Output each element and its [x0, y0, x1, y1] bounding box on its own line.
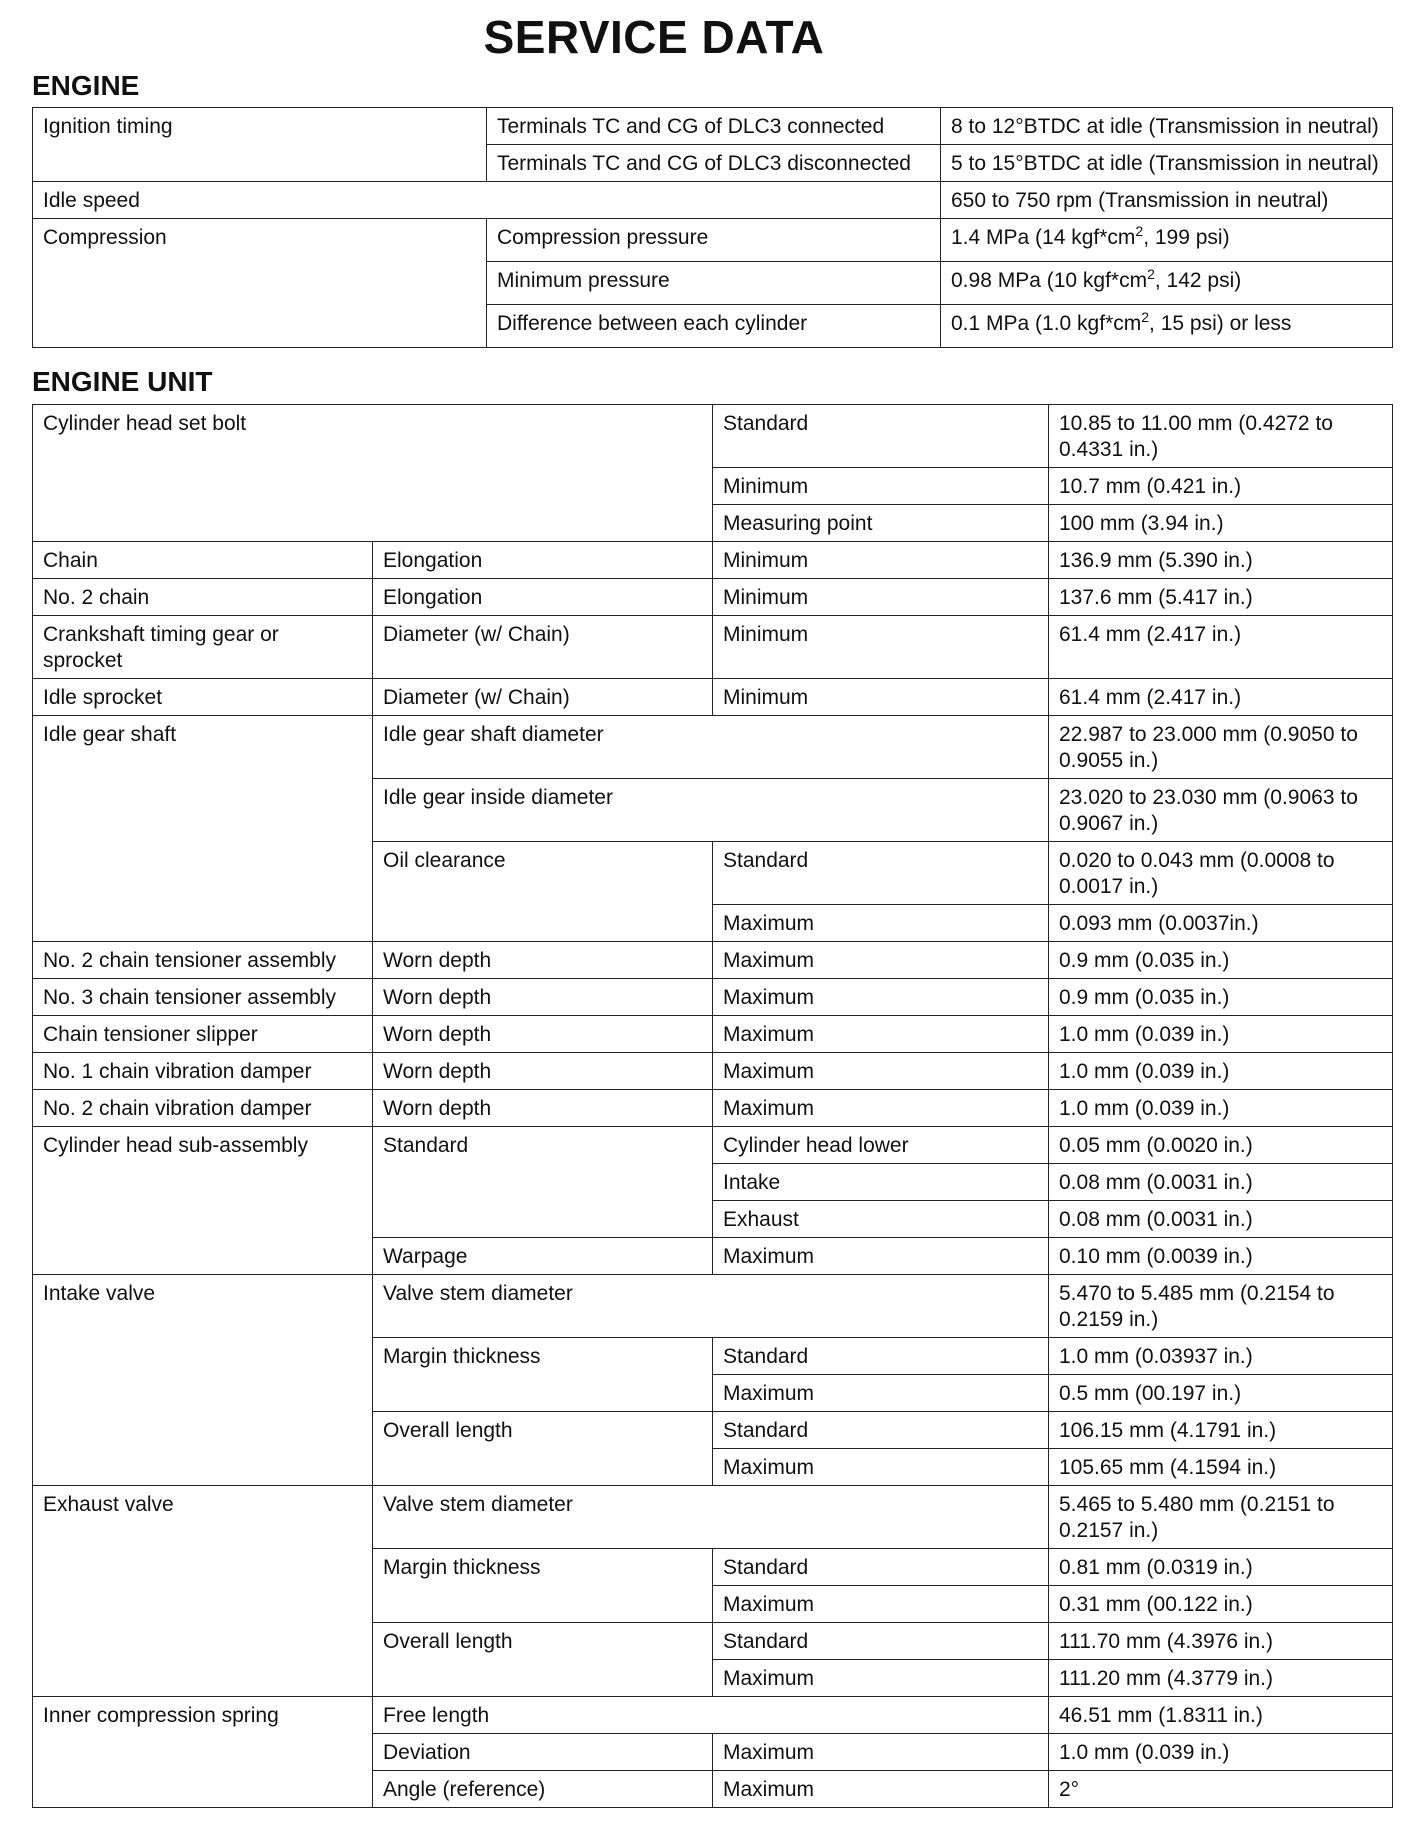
- row-label: Crankshaft timing gear or sprocket: [33, 616, 373, 679]
- row-label: Intake valve: [33, 1275, 373, 1486]
- value-cell: 1.0 mm (0.039 in.): [1049, 1090, 1393, 1127]
- value-cell: 5.465 to 5.480 mm (0.2151 to 0.2157 in.): [1049, 1486, 1393, 1549]
- row-label: Idle speed: [33, 182, 941, 219]
- value-cell: 105.65 mm (4.1594 in.): [1049, 1449, 1393, 1486]
- superscript: 2: [1141, 309, 1150, 325]
- row-label: No. 1 chain vibration damper: [33, 1053, 373, 1090]
- row-label: Chain: [33, 542, 373, 579]
- row-label: No. 2 chain: [33, 579, 373, 616]
- item-cell: Angle (reference): [373, 1771, 713, 1808]
- value-cell: 137.6 mm (5.417 in.): [1049, 579, 1393, 616]
- value-cell: 106.15 mm (4.1791 in.): [1049, 1412, 1393, 1449]
- condition-cell: Maximum: [713, 1053, 1049, 1090]
- value-cell: 100 mm (3.94 in.): [1049, 505, 1393, 542]
- item-cell: Elongation: [373, 579, 713, 616]
- table-row: [33, 579, 1393, 616]
- table-row: [33, 679, 1393, 716]
- item-cell: Worn depth: [373, 1016, 713, 1053]
- table-row: [33, 1053, 1393, 1090]
- condition-cell: Intake: [713, 1164, 1049, 1201]
- value-cell: 136.9 mm (5.390 in.): [1049, 542, 1393, 579]
- row-label: Chain tensioner slipper: [33, 1016, 373, 1053]
- condition-cell: Maximum: [713, 1016, 1049, 1053]
- value-cell: 8 to 12°BTDC at idle (Transmission in neutral): [941, 108, 1393, 145]
- value-cell: 650 to 750 rpm (Transmission in neutral): [941, 182, 1393, 219]
- value-cell: 22.987 to 23.000 mm (0.9050 to 0.9055 in.): [1049, 716, 1393, 779]
- value-cell: 61.4 mm (2.417 in.): [1049, 616, 1393, 679]
- item-cell: Diameter (w/ Chain): [373, 679, 713, 716]
- value-cell: 23.020 to 23.030 mm (0.9063 to 0.9067 in.): [1049, 779, 1393, 842]
- table-row: [33, 219, 1393, 262]
- table-row: [33, 1090, 1393, 1127]
- value-cell: 0.093 mm (0.0037in.): [1049, 905, 1393, 942]
- condition-cell: Maximum: [713, 1090, 1049, 1127]
- condition-cell: Standard: [713, 842, 1049, 905]
- value-cell: 1.0 mm (0.03937 in.): [1049, 1338, 1393, 1375]
- value-cell: [941, 219, 1393, 262]
- condition-cell: Minimum: [713, 542, 1049, 579]
- value-cell: [941, 305, 1393, 348]
- item-cell: Worn depth: [373, 979, 713, 1016]
- item-cell: Margin thickness: [373, 1338, 713, 1412]
- value-cell: 61.4 mm (2.417 in.): [1049, 679, 1393, 716]
- condition-cell: Minimum: [713, 468, 1049, 505]
- value-cell: 1.0 mm (0.039 in.): [1049, 1734, 1393, 1771]
- item-cell: Diameter (w/ Chain): [373, 616, 713, 679]
- row-label: Cylinder head sub-assembly: [33, 1127, 373, 1275]
- condition-cell: Maximum: [713, 979, 1049, 1016]
- condition-cell: Terminals TC and CG of DLC3 disconnected: [487, 145, 941, 182]
- table-row: [33, 616, 1393, 679]
- table-row: [33, 405, 1393, 468]
- page-title: SERVICE DATA: [483, 11, 825, 63]
- value-cell: 1.0 mm (0.039 in.): [1049, 1016, 1393, 1053]
- value-text: 0.1 MPa (1.0 kgf*cm: [951, 312, 1142, 335]
- value-cell: 46.51 mm (1.8311 in.): [1049, 1697, 1393, 1734]
- condition-cell: Maximum: [713, 1449, 1049, 1486]
- value-cell: 10.85 to 11.00 mm (0.4272 to 0.4331 in.): [1049, 405, 1393, 468]
- row-label: Idle gear shaft: [33, 716, 373, 942]
- value-cell: 0.9 mm (0.035 in.): [1049, 942, 1393, 979]
- table-row: [33, 716, 1393, 779]
- item-cell: Warpage: [373, 1238, 713, 1275]
- condition-cell: Maximum: [713, 942, 1049, 979]
- item-cell: Free length: [373, 1697, 1049, 1734]
- table-row: [33, 1697, 1393, 1734]
- condition-cell: Minimum: [713, 679, 1049, 716]
- value-text: 1.4 MPa (14 kgf*cm: [951, 226, 1136, 249]
- value-cell: 0.020 to 0.043 mm (0.0008 to 0.0017 in.): [1049, 842, 1393, 905]
- condition-cell: Minimum pressure: [487, 262, 941, 305]
- condition-cell: Standard: [713, 405, 1049, 468]
- row-label: No. 2 chain vibration damper: [33, 1090, 373, 1127]
- condition-cell: Terminals TC and CG of DLC3 connected: [487, 108, 941, 145]
- condition-cell: Minimum: [713, 579, 1049, 616]
- value-cell: 1.0 mm (0.039 in.): [1049, 1053, 1393, 1090]
- item-cell: Elongation: [373, 542, 713, 579]
- item-cell: Overall length: [373, 1623, 713, 1697]
- value-cell: [941, 262, 1393, 305]
- condition-cell: Exhaust: [713, 1201, 1049, 1238]
- table-row: [33, 108, 1393, 145]
- table-row: [33, 1486, 1393, 1549]
- table-row: [33, 182, 1393, 219]
- item-cell: Deviation: [373, 1734, 713, 1771]
- item-cell: Idle gear shaft diameter: [373, 716, 1049, 779]
- condition-cell: Cylinder head lower: [713, 1127, 1049, 1164]
- value-cell: 111.70 mm (4.3976 in.): [1049, 1623, 1393, 1660]
- value-cell: 0.08 mm (0.0031 in.): [1049, 1164, 1393, 1201]
- item-cell: Overall length: [373, 1412, 713, 1486]
- row-label: Compression: [33, 219, 487, 348]
- condition-cell: Maximum: [713, 1375, 1049, 1412]
- table-row: [33, 1127, 1393, 1164]
- value-text: , 15 psi) or less: [1149, 312, 1292, 335]
- item-cell: Idle gear inside diameter: [373, 779, 1049, 842]
- condition-cell: Standard: [713, 1338, 1049, 1375]
- value-cell: 111.20 mm (4.3779 in.): [1049, 1660, 1393, 1697]
- row-label: Inner compression spring: [33, 1697, 373, 1808]
- item-cell: Oil clearance: [373, 842, 713, 942]
- value-cell: 0.5 mm (00.197 in.): [1049, 1375, 1393, 1412]
- value-cell: 2°: [1049, 1771, 1393, 1808]
- row-label: No. 3 chain tensioner assembly: [33, 979, 373, 1016]
- item-cell: Standard: [373, 1127, 713, 1238]
- table-row: [33, 942, 1393, 979]
- condition-cell: Minimum: [713, 616, 1049, 679]
- value-cell: 0.10 mm (0.0039 in.): [1049, 1238, 1393, 1275]
- value-cell: 0.9 mm (0.035 in.): [1049, 979, 1393, 1016]
- condition-cell: Maximum: [713, 1586, 1049, 1623]
- table-row: [33, 1275, 1393, 1338]
- engine-section-title: ENGINE: [32, 70, 140, 101]
- condition-cell: Standard: [713, 1549, 1049, 1586]
- superscript: 2: [1147, 266, 1155, 282]
- condition-cell: Maximum: [713, 1660, 1049, 1697]
- item-cell: Worn depth: [373, 942, 713, 979]
- row-label: Ignition timing: [33, 108, 487, 182]
- row-label: No. 2 chain tensioner assembly: [33, 942, 373, 979]
- item-cell: Worn depth: [373, 1090, 713, 1127]
- condition-cell: Standard: [713, 1623, 1049, 1660]
- value-cell: 10.7 mm (0.421 in.): [1049, 468, 1393, 505]
- row-label: Exhaust valve: [33, 1486, 373, 1697]
- condition-cell: Compression pressure: [487, 219, 941, 262]
- condition-cell: Maximum: [713, 905, 1049, 942]
- row-label: Cylinder head set bolt: [33, 405, 713, 542]
- condition-cell: Difference between each cylinder: [487, 305, 941, 348]
- value-cell: 0.05 mm (0.0020 in.): [1049, 1127, 1393, 1164]
- value-text: 0.98 MPa (10 kgf*cm: [951, 269, 1148, 292]
- value-cell: 0.08 mm (0.0031 in.): [1049, 1201, 1393, 1238]
- condition-cell: Measuring point: [713, 505, 1049, 542]
- value-cell: 5 to 15°BTDC at idle (Transmission in neutral): [941, 145, 1393, 182]
- table-row: [33, 1016, 1393, 1053]
- condition-cell: Maximum: [713, 1238, 1049, 1275]
- item-cell: Valve stem diameter: [373, 1275, 1049, 1338]
- item-cell: Valve stem diameter: [373, 1486, 1049, 1549]
- value-text: , 199 psi): [1143, 226, 1230, 249]
- item-cell: Worn depth: [373, 1053, 713, 1090]
- condition-cell: Maximum: [713, 1771, 1049, 1808]
- condition-cell: Standard: [713, 1412, 1049, 1449]
- value-text: , 142 psi): [1154, 269, 1242, 292]
- superscript: 2: [1135, 223, 1144, 239]
- condition-cell: Maximum: [713, 1734, 1049, 1771]
- item-cell: Margin thickness: [373, 1549, 713, 1623]
- engine-unit-section-title: ENGINE UNIT: [32, 366, 213, 397]
- value-cell: 5.470 to 5.485 mm (0.2154 to 0.2159 in.): [1049, 1275, 1393, 1338]
- engine-unit-table: [32, 404, 1393, 1808]
- table-row: [33, 542, 1393, 579]
- table-row: [33, 979, 1393, 1016]
- value-cell: 0.81 mm (0.0319 in.): [1049, 1549, 1393, 1586]
- engine-table: [32, 107, 1393, 348]
- row-label: Idle sprocket: [33, 679, 373, 716]
- value-cell: 0.31 mm (00.122 in.): [1049, 1586, 1393, 1623]
